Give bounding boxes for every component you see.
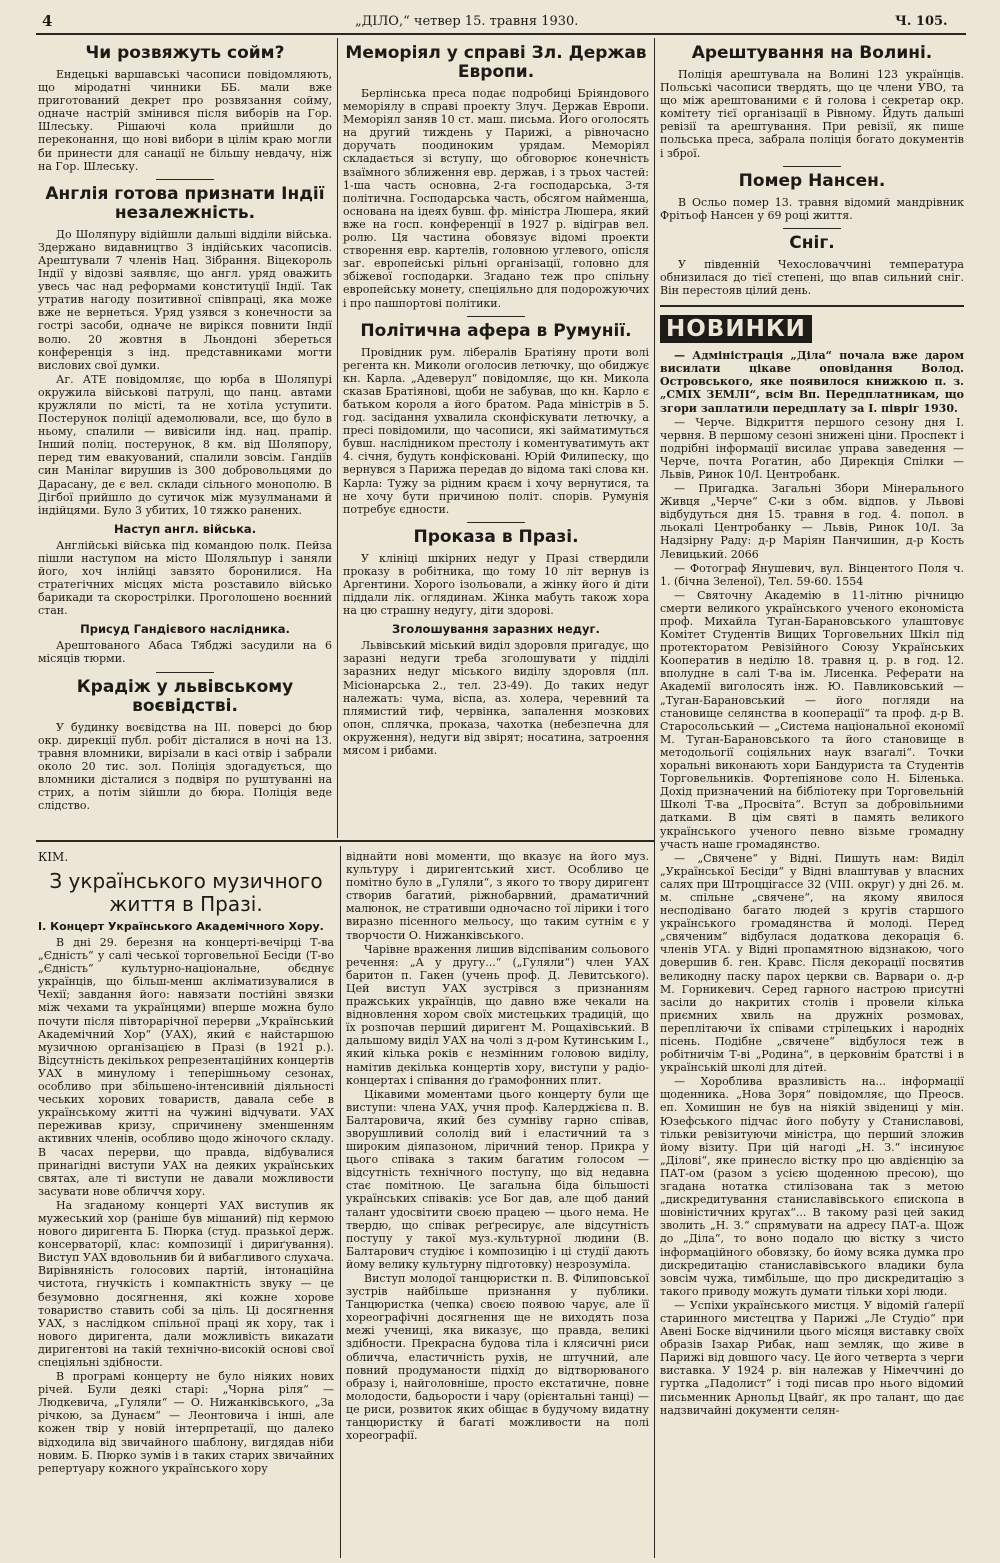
section-label: КІМ. [38, 850, 69, 864]
article-title: Сніг. [789, 232, 835, 253]
article-text: Берлінська преса подає подробиці Бріяндового меморіялу в справі проекту Злуч. Держав Европи. Меморіял заняв 10 ст. маш. письма. Його оголосять на другий тиждень у Парижі, а рівночасно доручать поодиноким урядам. Меморіял складається зі вступу, що обговорює конечність взаїмного зближення евр. держав, і з трьох частей: 1-ша часть основна, 2-га господарська, 3-тя політична. Господарська часть, обсягом найменша, основана на ідеях бувш. фр. міністра Люшера, який вже на госп. конференції в 1927 р. відіграв вел. ролю. Ця частина обовязує відомі проекти створення евр. картелів, головною углевого, опісля заг. европейські рільні організації, головно для збіжевої господарки. Згадано теж про спільну европейську монету, спеціяльно для подорожуючих і про пашпортові політики. [343, 87, 649, 310]
column-1 [38, 40, 332, 835]
article-text: У клініці шкірних недуг у Празі ствердили проказу в робітника, що тому 10 літ вернув із Аргентини. Хорого ізольовали, а жінку його й діти піддали лік. оглядинам. Жінка мабуть також хора на цю страшну недугу, діти здорові. [343, 551, 649, 618]
article-text: Львівський міський виділ здоровля пригадує, що заразні недуги треба зголошувати у підділі заразних недуг міського виділу здоровля (пл. Місіонарська 2., тел. 23-49). До таких недуг належать: чума, віспа, аз. холера, черевний та плямистий тиф, червінка, запалення мозкових опон, сплячка, проказа, чахотка (небезпечна для окруження), недуги від звірят; носатина, затроення мясом і рибами. [343, 639, 649, 758]
column-2 [343, 40, 649, 835]
subheading: Присуд Гандієвого наслідника. [80, 622, 290, 637]
subheading: Наступ англ. війська. [113, 521, 257, 536]
article-title: Меморіял у справі Зл. Держав Европи. [345, 43, 647, 82]
article-text: Виступ молодої танцюристки п. В. Філиповської зустрів найбільше признання у публики. Танцюристка (чепка) своєю появою чарує, але її хореографічні досягнення ще не виходять поза межі учениці, яка виказує, що правда, великі здібности. Прекрасна будова тіла і клясичні риси обличча, еластичність рухів, не штучний, але повний продуманости підхід до відтворюваного образу і, найголовніше, просто екстатичне, повне молодости, бадьорости і чару (орієнтальні танці) — це риси, розвиток яких обіщає в будучому видатну танцюристку й багаті можливости на полі хореографії. [346, 1272, 649, 1443]
news-item: — Адміністрація „Діла“ почала вже даром висилати цікаве оповідання Волод. Островського, яке появилося книжкою п. з. „СМІХ ЗЕМЛІ“, всім Вп. Передплатникам, що згори заплатили передплату за І. півріг 1930. [660, 349, 964, 415]
article-text: Чарівне враження лишив відспіваним сольового речення: „А у другу...“ („Гуляли“) член УАХ баритон п. Гакен (учень проф. Д. Левитського). Цей виступ УАХ зустрівся з признанням пражських українців, що давно вже чекали на відновлення хором своїх мистецьких традицій, що їх розпочав перший диригент М. Рощахівський. В дальшому виділ УАХ на чолі з д-ром Кутинським І., який кілька років є незмінним головою виділу, намітив декілька концертів хору, виступи у радіо-концертах і співання до ґрамофонних плит. [346, 942, 649, 1087]
article-text: Арештованого Абаса Тябджі засудили на 6 місяців тюрми. [38, 639, 332, 666]
article-title: Чи розвяжуть сойм? [85, 43, 285, 63]
article-title: Крадіж у львівському воєвідстві. [76, 676, 294, 716]
article-text: В дні 29. березня на концерті-вечірці Т-ва „Єдність“ у салі чеської торговельної Бесіди (Т-во „Єдність“ культурно-національне, обєднує українців, що більш-менш акліматизувалися в Чехії; завдання його: навязати постійні звязки між чехами та українцями) вперше можна було почути після півторарічної перерви „Український Академічний Хор“ (УАХ), який є найстаршою музичною організацією в Празі (в 1921 р.). Відсутність декількох репрезентаційних концертів УАХ в минулому і теперішньому сезонах, особливо при збільшено-інтенсивній діяльності чеських хорових товариств, давала себе в українському житті на чужині відчувати. УАХ переживав кризу, спричинену зменшенням активних членів, особливо щодо жіночого складу. В часах перерви, що правда, відбувалися принагідні виступи УАХ на деяких українських святах, але ті виступи не давали можливости засувати нове обличчя хору. [38, 936, 334, 1198]
article-title: Арештування на Волині. [691, 43, 933, 63]
issue-number: Ч. 105. [895, 14, 948, 29]
music-article-left [38, 850, 334, 1558]
masthead: „ДІЛО,“ четвер 15. травня 1930. [355, 14, 579, 29]
article-text: Провідник рум. лібералів Братіяну проти волі регента кн. Миколи оголосив летючку, що обиджує кн. Карла. „Адеверул“ повідомляє, що кн. Микола сказав Братіянові, щоби не забував, що кн. Карло є батьком короля а його братом. Рада міністрів в 5. год. засідання ухвалила сконфіскувати летючку, а пресі повідомили, що часописи, які займатимуться бувш. наслідником престолу і коментуватимуть акт 4. січня, будуть конфісковані. Юрій Филипеску, що вернувся з Парижа передав до відома такі слова кн. Карла: Тужу за рідним краєм і хочу вернутися, та не хочу бути причиною політ. спорів. Румунія потребує єдности. [343, 345, 649, 516]
news-item: — Черче. Відкриття першого сезону дня І. червня. В першому сезоні знижені ціни. Проспект і подрібні інформації висилає управа заведення — Черче, почта Рогатин, або Дирекція Спілки — Львів, Ринок 10/І. Центробанк. [660, 415, 964, 481]
header-rule [36, 33, 966, 35]
news-item: — Фотограф Янушевич, вул. Вінцентого Поля ч. 1. (бічна Зеленої), Тел. 59-60. 1554 [660, 561, 964, 588]
section-rule [660, 305, 964, 307]
article-text: У південній Чехословаччині температура обнизилася до тієї степені, що впав сильний сніг. Він перестояв цілий день. [660, 257, 964, 298]
article-title: Політична афера в Румунії. [360, 320, 632, 341]
separator [783, 166, 841, 167]
column-3 [660, 40, 964, 1558]
article-text: На згаданому концерті УАХ виступив як мужеський хор (раніше був мішаний) під кермою нового диригента Б. Пюрка (студ. празької держ. консерваторії, клас: композиції і дириґування). Виступ УАХ вдовольнив би й вибагливого слухача. Вирівняність голосових партій, інтонаційна чистота, гнучкість і компактність звуку — це безумовно досягнення, які кожне хорове товариство ставить собі за ціль. Ці досягнення УАХ, з наслідком спільної праці як хору, так і нового диригента, дали можливість викazати диригентові на такій технічно-високій основі свої спеціяльні здібности. [38, 1198, 334, 1369]
page-number: 4 [42, 12, 53, 30]
separator [467, 522, 525, 523]
separator [156, 672, 214, 673]
separator [156, 179, 214, 180]
bottom-section-rule [36, 840, 654, 842]
article-title: Проказа в Празі. [413, 526, 579, 547]
article-text: Англійські війська під командою полк. Пейза пішли наступом на місто Шоляльпур і заняли його, хоч інлійці завзято боронилися. На стратегічних місцях міста розставило військо барикади та скорострілки. Проголошено воєнний стан. [38, 538, 332, 618]
article-text: Цікавими моментами цього концерту були ще виступи: члена УАХ, учня проф. Калерджієва п. В. Балтаровича, який без сумніву гарно співав, зворушливий сололід вий і еластичний та з широким діяпазоном, ліричний тенор. Прикра у цього співака з таким багатим голосом — відсутність технічного поступу, що від недавна стає помітною. Це загальна біда більшості українських співаків: усе Бог дав, але щоб даний талант удосвітити своєю працею — цього нема. Не твердю, що співак реґресирує, але відсутність поступу у такої муз.-культурної людини (В. Балтарович студіює і композицію і ці студії дають йому велику культурну підготовку) незрозуміла. [346, 1087, 649, 1271]
news-item: — Хороблива вразливість на... інформації щоденника. „Нова Зоря“ повідомляє, що Преосв. еп. Хомишин не був на ніякій звідениці у мін. Юзефського підчас його побуту у Станиславові, тільки ревізитуючи міністра, що перший зложив йому візиту. При цій нагоді „Н. З.“ інсинуює „Ділові“, яке принесло вістку про цю авдієнцію за ПАТ-ом (разом з усією щоденною пресою), що згадана нотатка стилізована так з метою „дискредитування станиславівського єпископа в шовіністичних кругах“... В такому разі цей закид зволить „Н. З.“ спрямувати на адресу ПАТ-а. Щож до „Діла“, то воно подало цю вістку з чисто інформаційного обовязку, бо йому всяка думка про дискредитацію станиславівського владики була зовсім чужа, тимбільше, що про дискредитацію з такого приводу можуть думати тільки хорі люди. [660, 1075, 964, 1298]
separator [467, 316, 525, 317]
news-heading: НОВИНКИ [660, 315, 812, 343]
article-text: Поліція арештувала на Волині 123 українців. Польські часописи твердять, що це члени УВО, та що між арештованими є й голова і секретар окр. комітету тієї організації в Рівному. Йдуть дальші ревізії та арештування. При ревізії, як пише польська преса, забрала поліція богато документів і зброї. [660, 68, 964, 160]
separator [783, 228, 841, 229]
column-rule-1 [337, 38, 338, 838]
article-text: Аг. АТЕ повідомляє, що юрба в Шоляпурі окружила військові патрулі, що панц. автами кружляли по місті, та не хотіла уступити. Постерунок поліції адемолювали, все, що було в ньому, спалили — вивісили інд. нац. прапір. Інший поліц. постерунок, 8 км. від Шоляпору, перед тим евакуований, спалили зовсім. Гандіїв син Манілаг вирушив із 300 добровольцями до Дарасану, де є вел. склади сільного монополю. В Дігбої прийшло до сутичок між музулманами й індійцями. Було 3 убитих, 10 тяжко ранених. [38, 372, 332, 517]
feature-title: З українського музичного життя в Празі. [49, 869, 323, 916]
article-text: У будинку воєвідства на ІІІ. поверсі до бюр окр. дирекції публ. робіт дісталися в ночі на 13. травня вломники, вирізали в касі отвір і забрали около 20 тис. зол. Поліція здогадується, що вломники дісталися з подвіря по руштуванні на стрих, а потім зійшли до бюра. Поліція веде слідство. [38, 720, 332, 813]
news-item: — Пригадка. Загальні Збори Мінерального Живця „Черче“ С-ки з обм. відпов. у Львові відбудуться дня 15. травня в год. 4. попол. в льокалі Центробанку — Львів, Ринок 10/І. За Надзірну Раду: д-р Маріян Панчишин, д-р Кость Левицький. 2066 [660, 482, 964, 561]
article-text: До Шоляпуру відійшли дальші відділи війська. Здержано видавництво 3 індійських часописів. Арештували 7 членів Нац. Зібрання. Віцекороль Індії у відозві заявляє, що англ. уряд оважить увесь час над реформами конституції Індії. Так утратив нагоду позитивної співпраці, яка може вже не вернеться. Уряд узявся з конечности за гострі засоби, одначе не вирікся повнити Індії волю. 20 жовтня в Льондоні збереться конференція з інд. представниками могти вислових свої думки. [38, 227, 332, 372]
article-title: Помер Нансен. [738, 170, 886, 191]
column-rule-2 [654, 38, 655, 1558]
article-text: В Осльо помер 13. травня відомий мандрівник Фрітьоф Нансен у 69 році життя. [660, 195, 964, 222]
article-text: Ендецькі варшавські часописи повідомляють, що міродатні чинники ББ. мали вже приготований декрет про розвязання сойму, одначе настрій змінився після виборів на Гор. Шлеську. Рішаючі кола прийшли до переконання, що нові вибори в цілім краю могли би принести для санації не більшу невдачу, ніж на Гор. Шлеську. [38, 68, 332, 173]
news-item: — „Свячене“ у Відні. Пишуть нам: Виділ „Української Бесіди“ у Відні влаштував у власних салях при Штроццігассе 32 (VIII. округ) у дні 26. м. м. спільне „свячене“, на якому явилося несподівано багато людей з кругів старшого українського громадянства й молоді. Перед „свяченим“ відбулася додаткова декорація 6. членів УГА. у Відні пропамятною відзнакою, чого довершив б. ген. Кравс. Після декорації посвятив великодну паску парох церкви св. Варвари о. д-р М. Горникевич. Серед гарного настрою присутні засіли до накритих столів і провели кілька приємних хвиль на дружніх розмовах, переплітаючи їх співами стрілецьких і народніх пісень. Подібне „свячене“ відбулося теж в робітничім Т-ві „Родина“, в церковнім братстві і в українській школі для дітей. [660, 851, 964, 1075]
column-rule-3 [340, 846, 341, 1558]
article-text: В програмі концерту не було ніяких нових річей. Були деякі старі: „Чорна ріля“ — Людкевича, „Гуляли“ — О. Нижанківського, „За річкою, за Дунаєм“ — Леонтовича і інші, але кожен твір у новій інтерпретації, що далеко відходила від звичайного шаблону, вигдядав ніби новим. Б. Пюрко зумів і в таких старих звичайних репертуару кожного українського хору [38, 1370, 334, 1475]
news-item: — Успіхи українського мистця. У відомій ґалерії старинного мистецтва у Парижі „Ле Студіо“ при Авені Боске відчинили цього місяця виставку своїх образів Ізахар Рибак, наш земляк, що живе в Парижі від довшого часу. Це його четверта з черги виставка. У 1924 р. він належав у Німеччині до гуртка „Падолист“ і тоді писав про нього відомий письменник Арнольд Цвайґ, як про талант, що дає надзвичайні документи селян- [660, 1298, 964, 1417]
music-article-right [346, 850, 649, 1558]
feature-subtitle: І. Концерт Українського Академічного Хору. [38, 920, 324, 933]
article-text: віднайти нові моменти, що вказує на його муз. культуру і диригентський хист. Особливо це помітно було в „Гуляли“, з якого то твору диригент створив багатий, ріжнобарвний, драматичний малюнок, не стративши одночасно тої лірики і того виразно пісенного мельосу, що таким сутнім є у творчости О. Нижанківського. [346, 850, 649, 942]
news-item: — Святочну Академію в 11-літню річницю смерти великого українського ученого економіста проф. Михайла Туган-Барановського улаштовує Комітет Студентів Вищих Торговельних Шкіл під протекторатом Ревізійного Союзу Українських Кооператив в неділю 18. травня ц. р. в год. 12. вполудне в салі Т-ва ім. Лисенка. Реферати на Академії виголосять інж. Ю. Павликовський — „Туган-Барановський — його погляди на становище селянства в кооперації“ та проф. д-р В. Старосольський — „Система національної економії М. Туган-Барановського та його становище в методольогії соціяльних наук взагалі“. Точки хоральні виконають хори Бандуриста та Студентів Торговельників. Фортепіянове соло Н. Біленька. Дохід призначений на бібліотеку при Торговельній Школі Т-ва „Просвіта“. Вступ за добровільними датками. В цім святі в память великого українського ученого певно візьме громадну участь наше громадянство. [660, 588, 964, 851]
subheading: Зголошування заразних недуг. [392, 622, 600, 637]
article-title: Англія готова признати Індії незалежність. [45, 183, 325, 223]
